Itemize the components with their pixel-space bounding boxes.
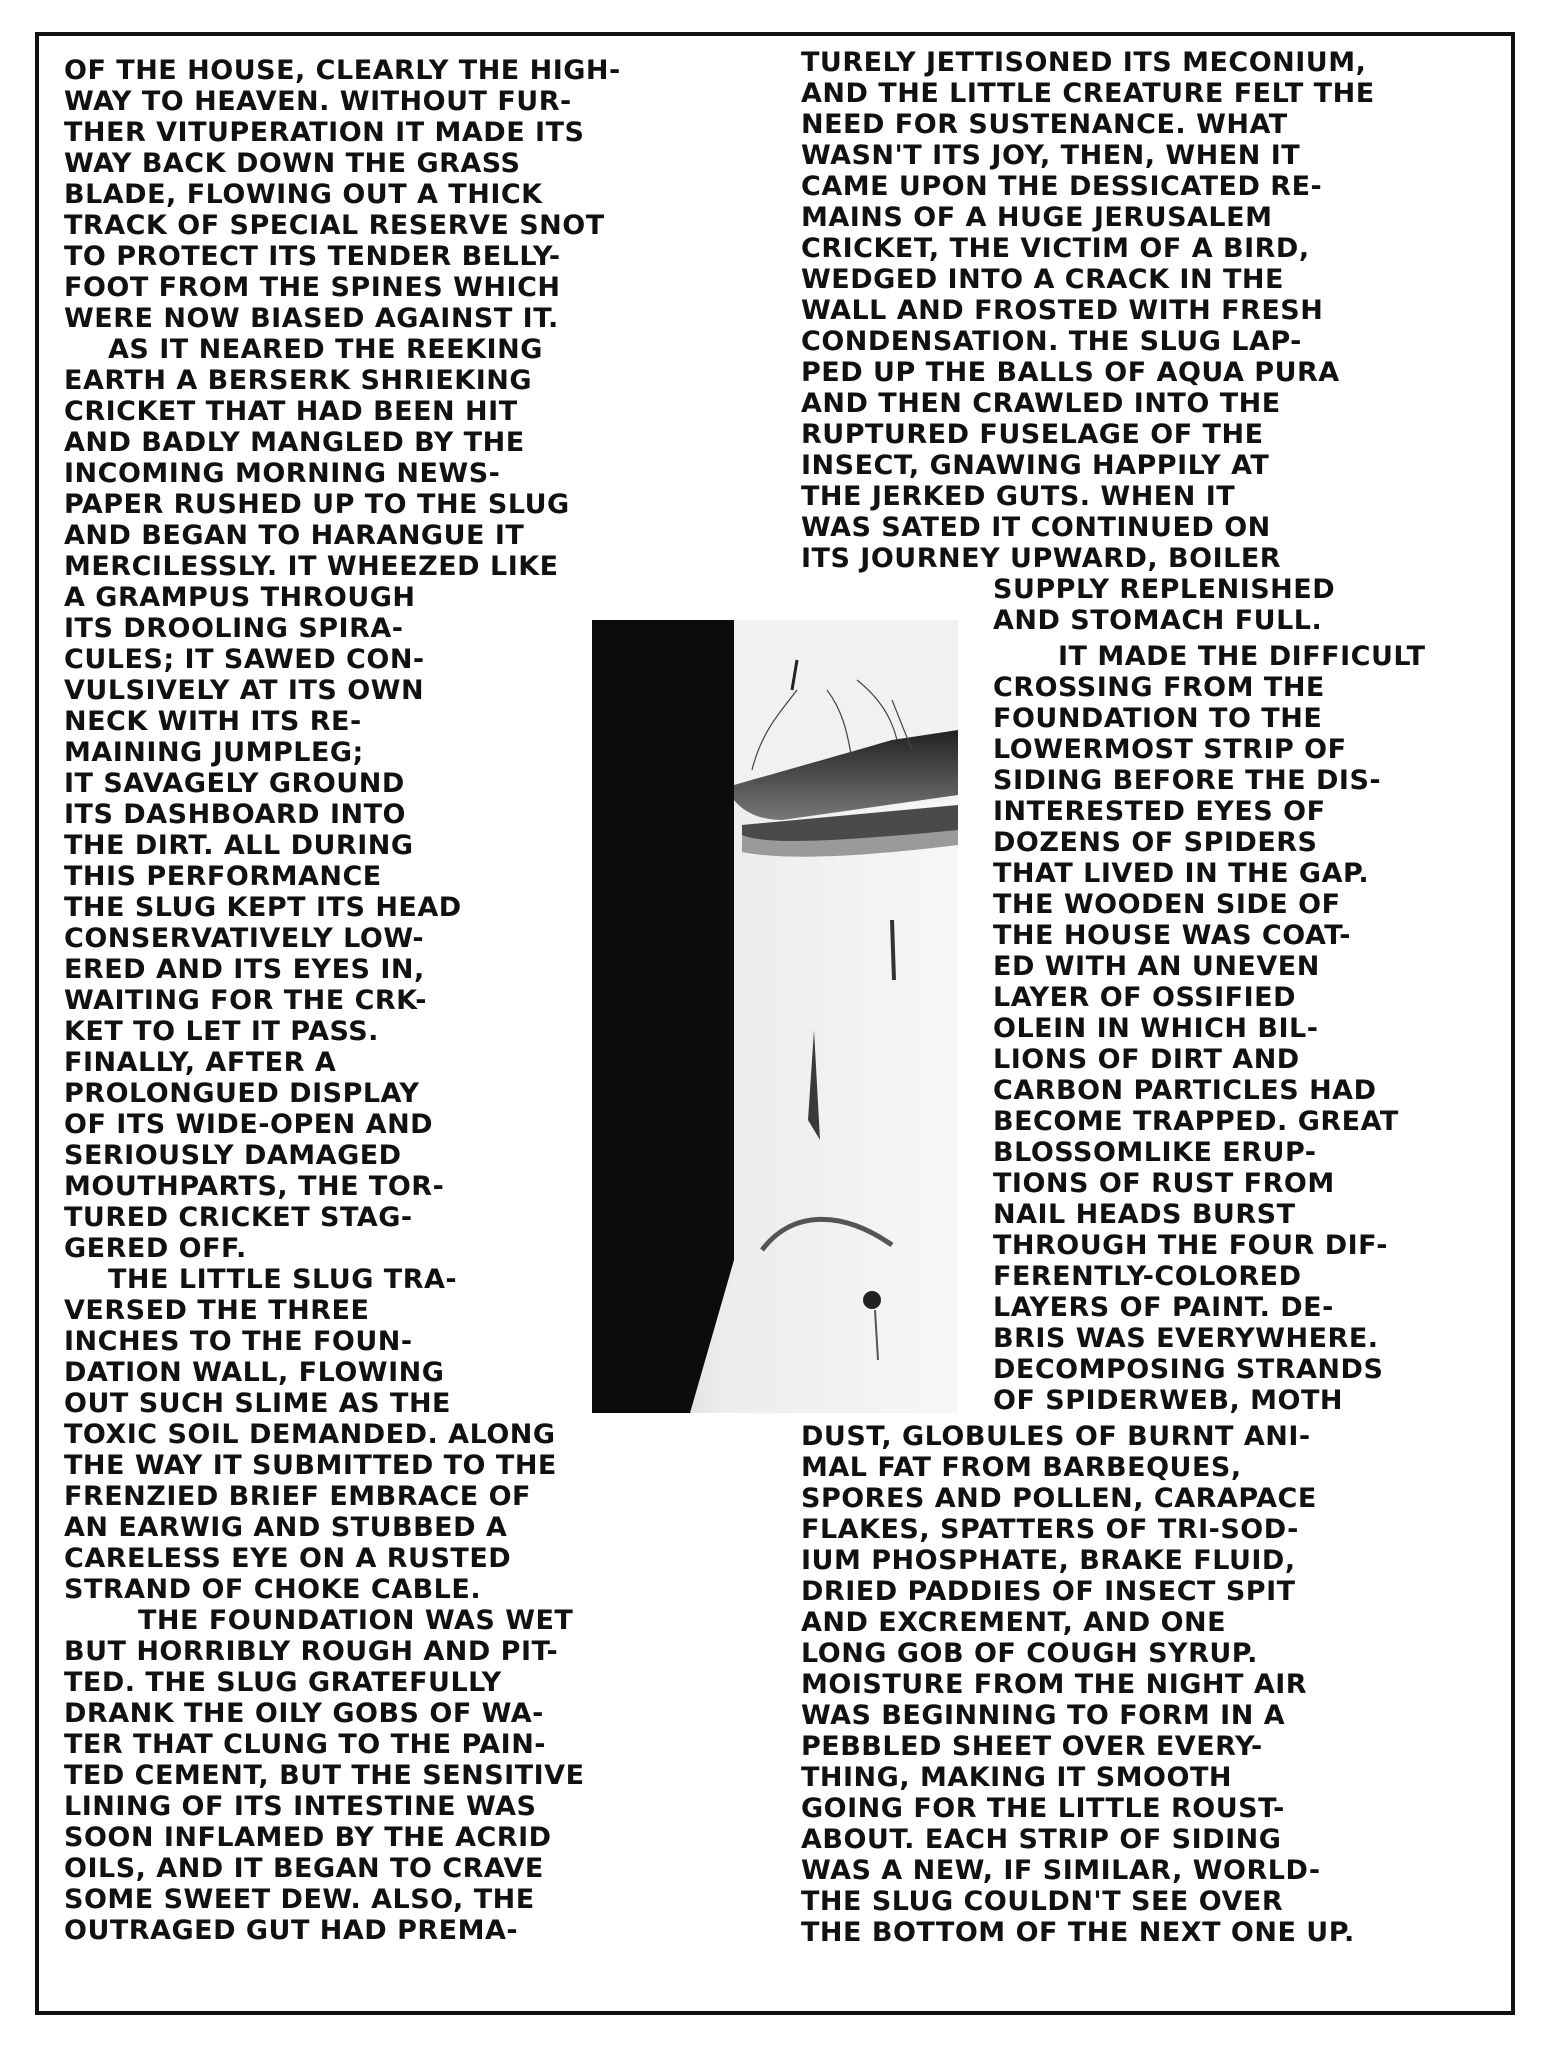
text-line: THIS PERFORMANCE xyxy=(64,861,382,892)
text-line: TED. THE SLUG GRATEFULLY xyxy=(64,1667,502,1698)
text-line: DATION WALL, FLOWING xyxy=(64,1357,445,1388)
text-line: MOUTHPARTS, THE TOR- xyxy=(64,1171,445,1202)
text-line: MOISTURE FROM THE NIGHT AIR xyxy=(801,1669,1308,1700)
text-line: THE WOODEN SIDE OF xyxy=(993,889,1341,920)
text-line: SOON INFLAMED BY THE ACRID xyxy=(64,1822,552,1853)
text-line: WERE NOW BIASED AGAINST IT. xyxy=(64,303,559,334)
text-line: THE JERKED GUTS. WHEN IT xyxy=(801,481,1236,512)
text-line: THE DIRT. ALL DURING xyxy=(64,830,414,861)
text-line: ED WITH AN UNEVEN xyxy=(993,951,1320,982)
text-line: ITS DASHBOARD INTO xyxy=(64,799,406,830)
text-line: FINALLY, AFTER A xyxy=(64,1047,337,1078)
text-line: LONG GOB OF COUGH SYRUP. xyxy=(801,1638,1258,1669)
text-line: TRACK OF SPECIAL RESERVE SNOT xyxy=(64,210,605,241)
text-line: ABOUT. EACH STRIP OF SIDING xyxy=(801,1824,1282,1855)
text-line: THER VITUPERATION IT MADE ITS xyxy=(64,117,585,148)
text-line: WAY TO HEAVEN. WITHOUT FUR- xyxy=(64,86,572,117)
text-line: THE FOUNDATION WAS WET xyxy=(138,1605,574,1636)
text-line: VULSIVELY AT ITS OWN xyxy=(64,675,425,706)
text-line: VERSED THE THREE xyxy=(64,1295,370,1326)
text-line: AND THE LITTLE CREATURE FELT THE xyxy=(801,78,1375,109)
text-line: CRICKET THAT HAD BEEN HIT xyxy=(64,396,518,427)
text-line: MAINS OF A HUGE JERUSALEM xyxy=(801,202,1273,233)
text-line: THE HOUSE WAS COAT- xyxy=(993,920,1351,951)
text-line: OF SPIDERWEB, MOTH xyxy=(993,1385,1344,1416)
text-line: THE WAY IT SUBMITTED TO THE xyxy=(64,1450,557,1481)
text-line: THING, MAKING IT SMOOTH xyxy=(801,1762,1232,1793)
text-line: PAPER RUSHED UP TO THE SLUG xyxy=(64,489,570,520)
text-line: THROUGH THE FOUR DIF- xyxy=(993,1230,1388,1261)
text-line: CULES; IT SAWED CON- xyxy=(64,644,425,675)
text-line: FERENTLY-COLORED xyxy=(993,1261,1302,1292)
text-line: BUT HORRIBLY ROUGH AND PIT- xyxy=(64,1636,559,1667)
text-line: WEDGED INTO A CRACK IN THE xyxy=(801,264,1284,295)
text-line: FRENZIED BRIEF EMBRACE OF xyxy=(64,1481,531,1512)
text-line: IT SAVAGELY GROUND xyxy=(64,768,405,799)
text-line: PROLONGUED DISPLAY xyxy=(64,1078,420,1109)
text-line: THE BOTTOM OF THE NEXT ONE UP. xyxy=(801,1917,1355,1948)
text-line: TO PROTECT ITS TENDER BELLY- xyxy=(64,241,561,272)
text-line: PEBBLED SHEET OVER EVERY- xyxy=(801,1731,1263,1762)
text-line: BLADE, FLOWING OUT A THICK xyxy=(64,179,543,210)
text-line: MERCILESSLY. IT WHEEZED LIKE xyxy=(64,551,559,582)
text-line: BLOSSOMLIKE ERUP- xyxy=(993,1137,1317,1168)
text-line: SUPPLY REPLENISHED xyxy=(993,574,1336,605)
text-line: AS IT NEARED THE REEKING xyxy=(108,334,543,365)
text-line: A GRAMPUS THROUGH xyxy=(64,582,416,613)
text-line: THE SLUG COULDN'T SEE OVER xyxy=(801,1886,1284,1917)
text-line: SERIOUSLY DAMAGED xyxy=(64,1140,402,1171)
text-line: OLEIN IN WHICH BIL- xyxy=(993,1013,1319,1044)
text-line: TED CEMENT, BUT THE SENSITIVE xyxy=(64,1760,585,1791)
text-line: GOING FOR THE LITTLE ROUST- xyxy=(801,1793,1285,1824)
text-line: LIONS OF DIRT AND xyxy=(993,1044,1300,1075)
siding-photograph xyxy=(592,620,958,1413)
text-line: WAITING FOR THE CRK- xyxy=(64,985,427,1016)
text-line: LINING OF ITS INTESTINE WAS xyxy=(64,1791,537,1822)
text-line: WALL AND FROSTED WITH FRESH xyxy=(801,295,1324,326)
text-line: AND STOMACH FULL. xyxy=(993,605,1323,636)
text-line: DRANK THE OILY GOBS OF WA- xyxy=(64,1698,544,1729)
text-line: WAS A NEW, IF SIMILAR, WORLD- xyxy=(801,1855,1321,1886)
text-line: FOOT FROM THE SPINES WHICH xyxy=(64,272,561,303)
text-line: IUM PHOSPHATE, BRAKE FLUID, xyxy=(801,1545,1296,1576)
text-line: RUPTURED FUSELAGE OF THE xyxy=(801,419,1264,450)
text-line: LAYER OF OSSIFIED xyxy=(993,982,1297,1013)
text-line: FLAKES, SPATTERS OF TRI-SOD- xyxy=(801,1514,1299,1545)
text-line: OUT SUCH SLIME AS THE xyxy=(64,1388,451,1419)
text-line: CAME UPON THE DESSICATED RE- xyxy=(801,171,1323,202)
text-line: INSECT, GNAWING HAPPILY AT xyxy=(801,450,1270,481)
text-line: AND BEGAN TO HARANGUE IT xyxy=(64,520,525,551)
text-line: THAT LIVED IN THE GAP. xyxy=(993,858,1370,889)
text-line: MAL FAT FROM BARBEQUES, xyxy=(801,1452,1242,1483)
text-line: INCOMING MORNING NEWS- xyxy=(64,458,501,489)
text-line: KET TO LET IT PASS. xyxy=(64,1016,379,1047)
text-line: DRIED PADDIES OF INSECT SPIT xyxy=(801,1576,1296,1607)
text-line: CARELESS EYE ON A RUSTED xyxy=(64,1543,512,1574)
text-line: IT MADE THE DIFFICULT xyxy=(1058,641,1426,672)
text-line: OF ITS WIDE-OPEN AND xyxy=(64,1109,434,1140)
text-line: AND THEN CRAWLED INTO THE xyxy=(801,388,1281,419)
text-line: WAS SATED IT CONTINUED ON xyxy=(801,512,1271,543)
text-line: CROSSING FROM THE xyxy=(993,672,1325,703)
text-line: ITS JOURNEY UPWARD, BOILER xyxy=(801,543,1282,574)
text-line: THE SLUG KEPT ITS HEAD xyxy=(64,892,462,923)
text-line: EARTH A BERSERK SHRIEKING xyxy=(64,365,532,396)
text-line: CONDENSATION. THE SLUG LAP- xyxy=(801,326,1302,357)
text-line: ITS DROOLING SPIRA- xyxy=(64,613,404,644)
text-line: WAY BACK DOWN THE GRASS xyxy=(64,148,521,179)
text-line: WAS BEGINNING TO FORM IN A xyxy=(801,1700,1286,1731)
text-line: OUTRAGED GUT HAD PREMA- xyxy=(64,1915,519,1946)
text-line: INTERESTED EYES OF xyxy=(993,796,1326,827)
text-line: AND BADLY MANGLED BY THE xyxy=(64,427,525,458)
text-line: NEED FOR SUSTENANCE. WHAT xyxy=(801,109,1288,140)
text-line: LOWERMOST STRIP OF xyxy=(993,734,1347,765)
text-line: DUST, GLOBULES OF BURNT ANI- xyxy=(801,1421,1311,1452)
text-line: SPORES AND POLLEN, CARAPACE xyxy=(801,1483,1317,1514)
text-line: OILS, AND IT BEGAN TO CRAVE xyxy=(64,1853,544,1884)
text-line: DECOMPOSING STRANDS xyxy=(993,1354,1384,1385)
text-line: INCHES TO THE FOUN- xyxy=(64,1326,413,1357)
text-line: AND EXCREMENT, AND ONE xyxy=(801,1607,1227,1638)
text-line: DOZENS OF SPIDERS xyxy=(993,827,1318,858)
text-line: NECK WITH ITS RE- xyxy=(64,706,362,737)
text-line: TOXIC SOIL DEMANDED. ALONG xyxy=(64,1419,556,1450)
text-line: CARBON PARTICLES HAD xyxy=(993,1075,1377,1106)
siding-photo-image xyxy=(592,620,958,1413)
text-line: AN EARWIG AND STUBBED A xyxy=(64,1512,508,1543)
text-line: OF THE HOUSE, CLEARLY THE HIGH- xyxy=(64,55,621,86)
text-line: TURELY JETTISONED ITS MECONIUM, xyxy=(801,47,1367,78)
text-line: LAYERS OF PAINT. DE- xyxy=(993,1292,1334,1323)
text-line: PED UP THE BALLS OF AQUA PURA xyxy=(801,357,1340,388)
text-line: GERED OFF. xyxy=(64,1233,247,1264)
text-line: TURED CRICKET STAG- xyxy=(64,1202,413,1233)
text-line: SIDING BEFORE THE DIS- xyxy=(993,765,1382,796)
text-line: CRICKET, THE VICTIM OF A BIRD, xyxy=(801,233,1310,264)
text-line: TER THAT CLUNG TO THE PAIN- xyxy=(64,1729,547,1760)
text-line: THE LITTLE SLUG TRA- xyxy=(108,1264,458,1295)
text-line: NAIL HEADS BURST xyxy=(993,1199,1296,1230)
text-line: TIONS OF RUST FROM xyxy=(993,1168,1335,1199)
text-line: MAINING JUMPLEG; xyxy=(64,737,364,768)
text-line: FOUNDATION TO THE xyxy=(993,703,1323,734)
text-line: BRIS WAS EVERYWHERE. xyxy=(993,1323,1379,1354)
text-line: WASN'T ITS JOY, THEN, WHEN IT xyxy=(801,140,1301,171)
text-line: CONSERVATIVELY LOW- xyxy=(64,923,425,954)
text-line: BECOME TRAPPED. GREAT xyxy=(993,1106,1399,1137)
text-line: STRAND OF CHOKE CABLE. xyxy=(64,1574,482,1605)
text-line: ERED AND ITS EYES IN, xyxy=(64,954,425,985)
text-line: SOME SWEET DEW. ALSO, THE xyxy=(64,1884,535,1915)
